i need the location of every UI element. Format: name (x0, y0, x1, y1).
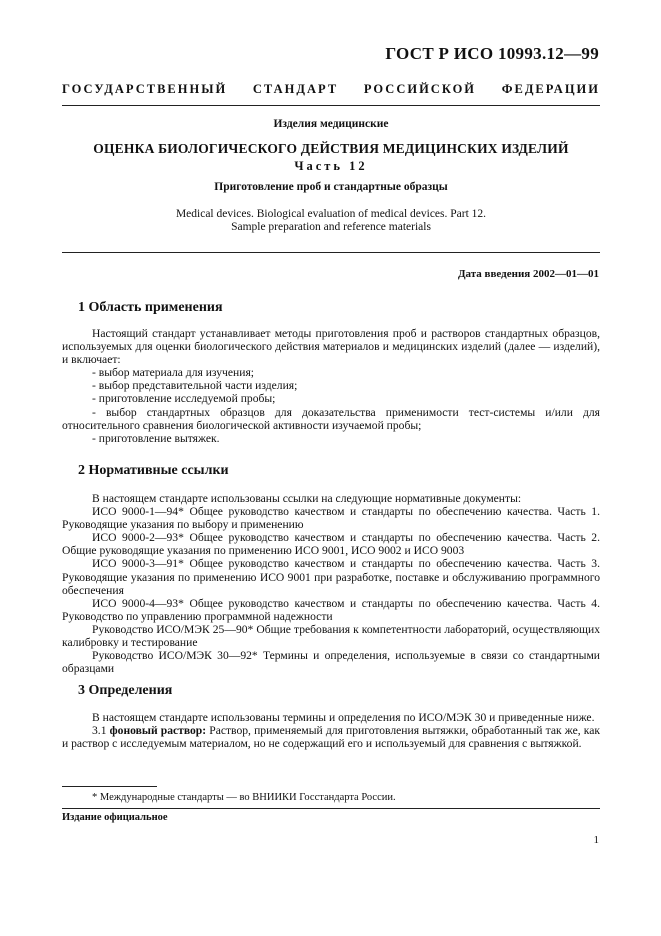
english-title-line2: Sample preparation and reference materials (231, 221, 431, 233)
section-2-intro: В настоящем стандарте использованы ссылки на следующие нормативные документы: (92, 492, 522, 505)
reference-item: ИСО 9000-1—94* Общее руководство качеством и стандарты по обеспечению качества. Часть 1. Руководящие указания по выбору и применению (62, 505, 600, 532)
section-1-heading: 1 Область применения (78, 300, 223, 315)
edition-label: Издание официальное (62, 812, 168, 823)
reference-item: ИСО 9000-2—93* Общее руководство качеством и стандарты по обеспечению качества. Часть 2. Общие руководящие указания по применению ИСО 9001, ИСО 9002 и ИСО 9003 (62, 531, 600, 558)
list-item: - приготовление вытяжек. (92, 431, 220, 445)
introduction-date: Дата введения 2002—01—01 (457, 268, 599, 280)
reference-item: Руководство ИСО/МЭК 30—92* Термины и определения, используемые в связи со стандартными образцами (62, 649, 600, 676)
standard-subtitle: Приготовление проб и стандартные образцы (214, 181, 448, 193)
definition-text: Раствор, применяемый для приготовления вытяжки, обработанный так же, как и раствор с исследуемым материалом, но не содержащий его и используемый для сравнения с вытяжкой. (62, 724, 600, 751)
section-1-body (62, 327, 600, 445)
definition-number: 3.1 (92, 724, 107, 738)
reference-item: ИСО 9000-4—93* Общее руководство качеством и стандарты по обеспечению качества. Часть 4. Руководство по управлению программной надежности (62, 596, 600, 623)
definition-3-1 (62, 724, 600, 750)
section-1-intro: Настоящий стандарт устанавливает методы приготовления проб и растворов стандартных образцов, используемых для оценки биологического действия материалов и медицинских изделий (далее — изделий), и включает: (62, 327, 600, 367)
section-2-heading: 2 Нормативные ссылки (78, 463, 229, 478)
reference-item: ИСО 9000-3—91* Общее руководство качеством и стандарты по обеспечению качества. Часть 3. Руководящие указания по применению ИСО 9001 при разработке, поставке и обслуживанию программного обеспечения (62, 557, 600, 597)
header-divider (62, 105, 600, 106)
footer-divider (62, 808, 600, 809)
section-3-heading: 3 Определения (78, 683, 173, 698)
page-number: 1 (593, 834, 599, 846)
list-item: - приготовление исследуемой пробы; (92, 392, 276, 406)
section-3-intro: В настоящем стандарте использованы термины и определения по ИСО/МЭК 30 и приведенные ниже. (92, 711, 595, 724)
footnote-divider (62, 786, 157, 787)
standard-title: ОЦЕНКА БИОЛОГИЧЕСКОГО ДЕЙСТВИЯ МЕДИЦИНСКИХ ИЗДЕЛИЙ (93, 141, 569, 156)
subject-line: Изделия медицинские (273, 118, 389, 130)
list-item: - выбор стандартных образцов для доказательства применимости тест-системы и/или для относительного сравнения биологической активности изучаемой пробы; (62, 405, 600, 432)
document-number: ГОСТ Р ИСО 10993.12—99 (385, 44, 599, 63)
state-standard-title: ГОСУДАРСТВЕННЫЙ СТАНДАРТ РОССИЙСКОЙ ФЕДЕРАЦИИ (62, 82, 600, 96)
list-item: - выбор материала для изучения; (92, 366, 255, 380)
definition-term: фоновый раствор: (109, 724, 207, 738)
footnote: * Международные стандарты — во ВНИИКИ Госстандарта России. (92, 792, 396, 803)
section-3-body (62, 711, 600, 750)
list-item: - выбор представительной части изделия; (92, 379, 298, 393)
reference-item: Руководство ИСО/МЭК 25—90* Общие требования к компетентности лабораторий, осуществляющих калибровку и тестирование (62, 622, 600, 650)
part-label: Часть 12 (294, 159, 368, 173)
title-divider (62, 252, 600, 253)
english-title-line1: Medical devices. Biological evaluation of medical devices. Part 12. (175, 208, 487, 220)
section-2-body (62, 492, 600, 675)
